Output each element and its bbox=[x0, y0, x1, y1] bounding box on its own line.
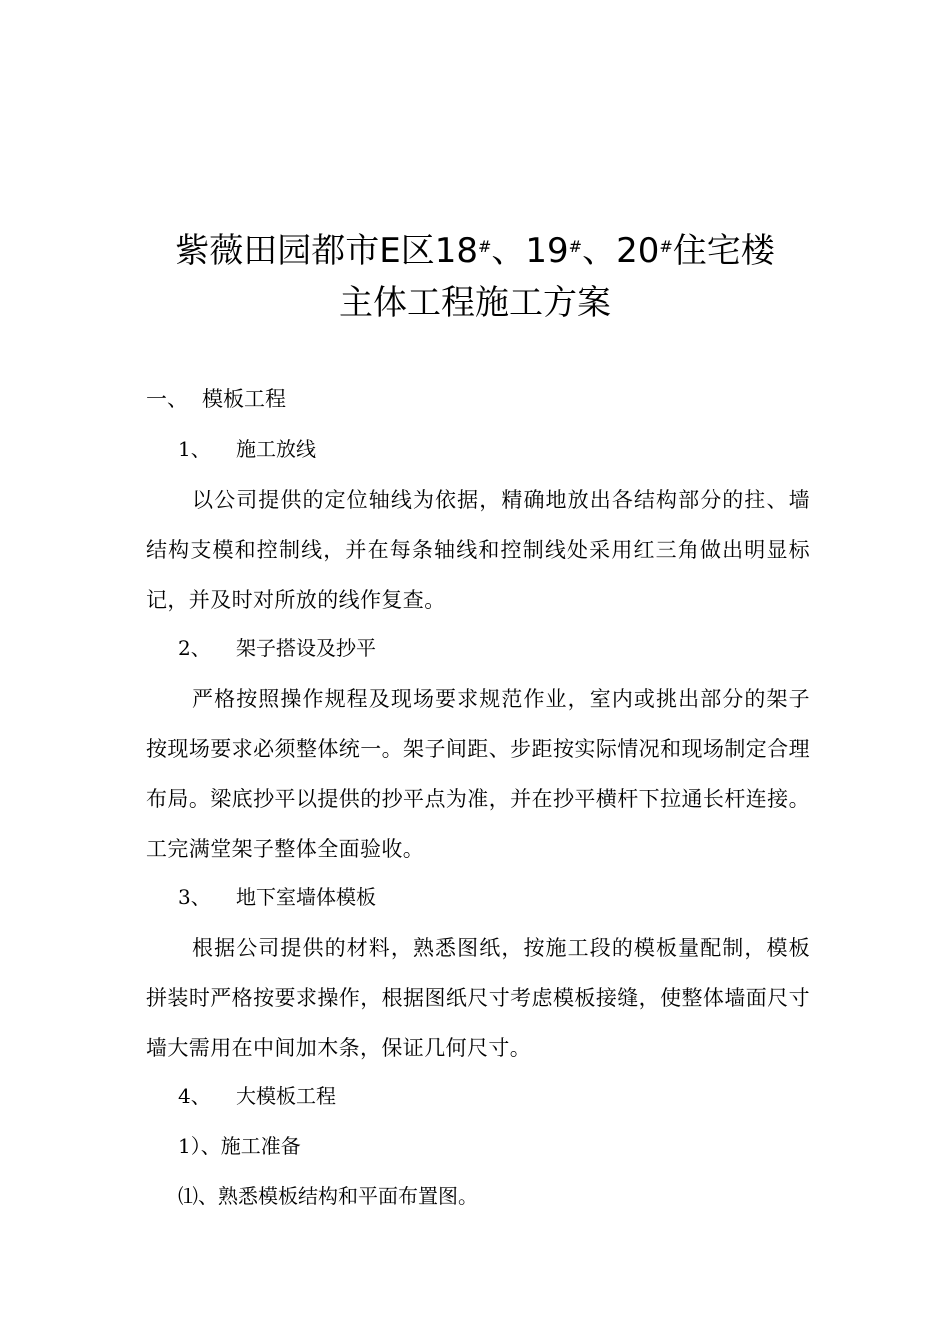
item-title: 大模板工程 bbox=[236, 1084, 336, 1108]
document-title-line1 bbox=[0, 226, 950, 276]
item-paragraph-2: 严格按照操作规程及现场要求规范作业，室内或挑出部分的架子按现场要求必须整体统一。架子间距、步距按实际情况和现场制定合理布局。梁底抄平以提供的抄平点为准，并在抄平横杆下拉通长杆连接。工完满堂架子整体全面验收。 bbox=[146, 687, 810, 861]
item-heading-2 bbox=[178, 633, 376, 663]
section-heading bbox=[146, 384, 286, 414]
item-heading-1 bbox=[178, 434, 316, 464]
item-heading-4 bbox=[178, 1081, 336, 1111]
item-paragraph-1: 以公司提供的定位轴线为依据，精确地放出各结构部分的拄、墙结构支模和控制线，并在每条轴线和控制线处采用红三角做出明显标记，并及时对所放的线作复查。 bbox=[146, 488, 810, 612]
item-title: 地下室墙体模板 bbox=[236, 885, 376, 909]
document-title-line2: 主体工程施工方案 bbox=[339, 283, 611, 323]
title-text-part: 紫薇田园都市E区18 bbox=[175, 231, 478, 271]
item-number: 1、 bbox=[178, 437, 211, 461]
subsubitem-text: ⑴、熟悉模板结构和平面布置图。 bbox=[178, 1184, 478, 1208]
title-text-part: 、19 bbox=[491, 231, 569, 271]
subitem-heading: 1）、施工准备 bbox=[178, 1134, 301, 1158]
title-superscript: # bbox=[478, 237, 492, 256]
title-text-part: 、20 bbox=[582, 231, 660, 271]
item-heading-3 bbox=[178, 882, 376, 912]
title-superscript: # bbox=[568, 237, 583, 256]
item-paragraph-3: 根据公司提供的材料，熟悉图纸，按施工段的模板量配制，模板拼装时严格按要求操作，根据图纸尺寸考虑模板接缝，使整体墙面尺寸墙大需用在中间加木条，保证几何尺寸。 bbox=[146, 936, 810, 1060]
title-text-part: 住宅楼 bbox=[672, 231, 775, 271]
item-number: 2、 bbox=[178, 636, 211, 660]
item-title: 施工放线 bbox=[236, 437, 316, 461]
item-number: 3、 bbox=[178, 885, 211, 909]
item-number: 4、 bbox=[178, 1084, 211, 1108]
section-number: 一、 bbox=[146, 387, 188, 411]
section-title: 模板工程 bbox=[202, 387, 286, 411]
title-superscript: # bbox=[659, 237, 673, 256]
item-title: 架子搭设及抄平 bbox=[236, 636, 376, 660]
